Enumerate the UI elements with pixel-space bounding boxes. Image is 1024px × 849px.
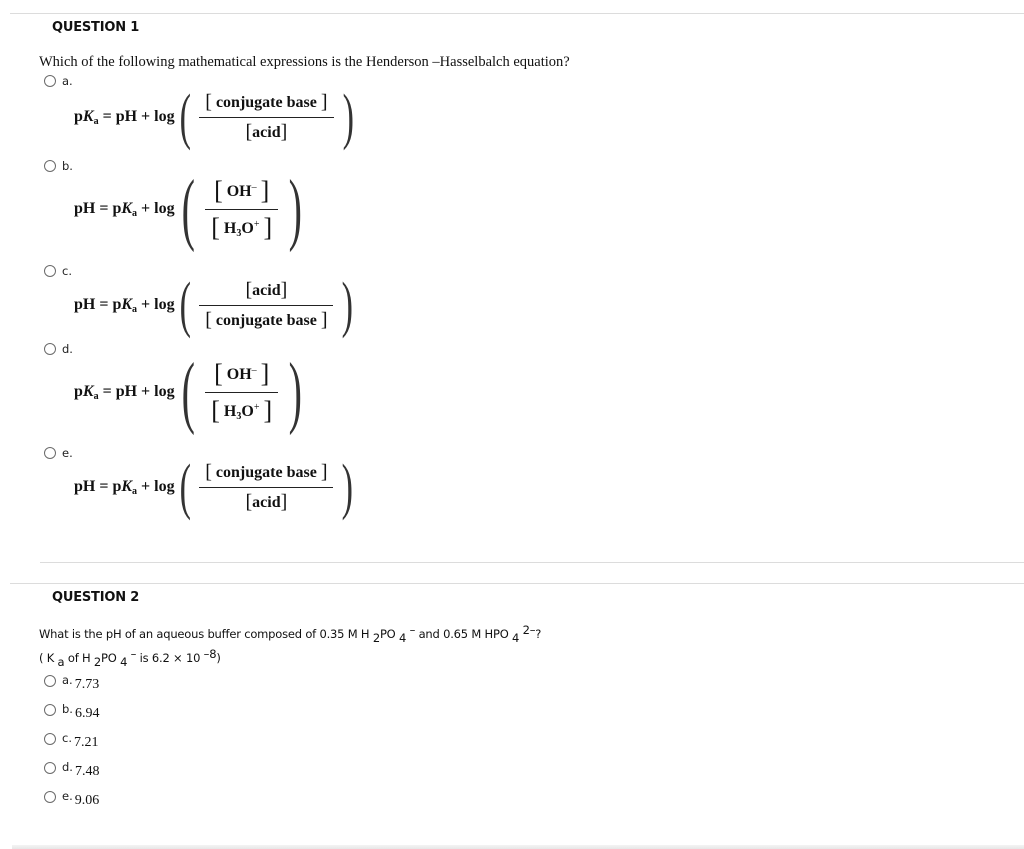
option-letter: a. xyxy=(62,74,73,88)
q2-option-c[interactable] xyxy=(44,731,99,750)
q1-option-a[interactable] xyxy=(44,74,73,88)
question-2-top-divider xyxy=(10,583,1024,584)
left-paren: ( xyxy=(181,348,195,436)
radio-button-c[interactable] xyxy=(44,265,56,277)
left-paren: ( xyxy=(181,165,195,253)
question-1-end-divider xyxy=(40,562,1024,563)
radio-button-a[interactable] xyxy=(44,675,56,687)
q1-formula-a xyxy=(74,82,358,153)
fraction: $\frac{[ OH^- ]}{[ H_3O^+ ]}$ xyxy=(205,359,278,426)
top-divider xyxy=(10,13,1024,14)
option-letter: e. xyxy=(62,446,73,460)
q2-option-e[interactable] xyxy=(44,789,100,808)
q2-option-d[interactable] xyxy=(44,760,100,779)
fraction: $\frac{\text{[ conjugate base ]}}{\text{[acid]}}$ xyxy=(199,461,333,514)
option-letter: a. xyxy=(62,673,73,687)
option-letter: c. xyxy=(62,264,72,278)
bottom-shadow-bar xyxy=(12,845,1024,849)
q1-option-d[interactable] xyxy=(44,342,73,356)
formula-lhs: $pK_a$ = pH + log xyxy=(74,383,175,402)
option-value: 7.48 xyxy=(74,764,100,779)
right-paren: ) xyxy=(288,348,303,436)
radio-button-d[interactable] xyxy=(44,343,56,355)
question-2-prompt: What is the pH of an aqueous buffer composed of 0.35 M H 2PO 4 – and 0.65 M HPO 4 2–? xyxy=(39,623,542,645)
option-value: 7.21 xyxy=(73,735,99,750)
option-letter: b. xyxy=(62,702,73,716)
q1-formula-d xyxy=(74,347,309,438)
q2-option-b[interactable] xyxy=(44,702,100,721)
radio-button-c[interactable] xyxy=(44,733,56,745)
option-value: 9.06 xyxy=(74,793,100,808)
radio-button-b[interactable] xyxy=(44,704,56,716)
fraction: $\frac{\text{[ conjugate base ]}}{\text{[acid]}}$ xyxy=(199,91,333,144)
fraction: $\frac{\text{[acid]}}{\text{[ conjugate base ]}}$ xyxy=(199,279,333,332)
option-letter: d. xyxy=(62,342,73,356)
q1-option-e[interactable] xyxy=(44,446,73,460)
left-paren: ( xyxy=(179,453,191,521)
radio-button-b[interactable] xyxy=(44,160,56,172)
q1-option-b[interactable] xyxy=(44,159,73,173)
right-paren: ) xyxy=(342,453,354,521)
right-paren: ) xyxy=(288,165,303,253)
option-letter: b. xyxy=(62,159,73,173)
formula-lhs: pH = $pK_a + \log$ xyxy=(74,478,175,497)
q1-formula-c xyxy=(74,270,358,341)
formula-lhs: pH = $pK_a + \log$ xyxy=(74,200,175,219)
option-value: 6.94 xyxy=(74,706,100,721)
question-1-prompt: Which of the following mathematical expressions is the Henderson –Hasselbalch equation? xyxy=(39,54,570,70)
radio-button-e[interactable] xyxy=(44,791,56,803)
q1-option-c[interactable] xyxy=(44,264,72,278)
q1-formula-b xyxy=(74,164,309,255)
option-letter: c. xyxy=(62,731,72,745)
formula-lhs: $pK_a$ = pH + log xyxy=(74,108,175,127)
option-letter: e. xyxy=(62,789,73,803)
formula-lhs: pH = $pK_a + \log$ xyxy=(74,296,175,315)
question-2-heading: QUESTION 2 xyxy=(52,590,140,605)
right-paren: ) xyxy=(342,271,354,339)
question-1-heading: QUESTION 1 xyxy=(52,20,140,35)
q1-formula-e xyxy=(74,452,358,523)
q2-option-a[interactable] xyxy=(44,673,100,692)
fraction: $\frac{[ OH^- ]}{[ H_3O^+ ]}$ xyxy=(205,176,278,243)
right-paren: ) xyxy=(342,83,354,151)
option-value: 7.73 xyxy=(74,677,100,692)
left-paren: ( xyxy=(179,271,191,339)
radio-button-d[interactable] xyxy=(44,762,56,774)
left-paren: ( xyxy=(179,83,191,151)
option-letter: d. xyxy=(62,760,73,774)
radio-button-e[interactable] xyxy=(44,447,56,459)
radio-button-a[interactable] xyxy=(44,75,56,87)
question-2-given: ( K a of H 2PO 4 – is 6.2 × 10 –8) xyxy=(39,647,221,669)
